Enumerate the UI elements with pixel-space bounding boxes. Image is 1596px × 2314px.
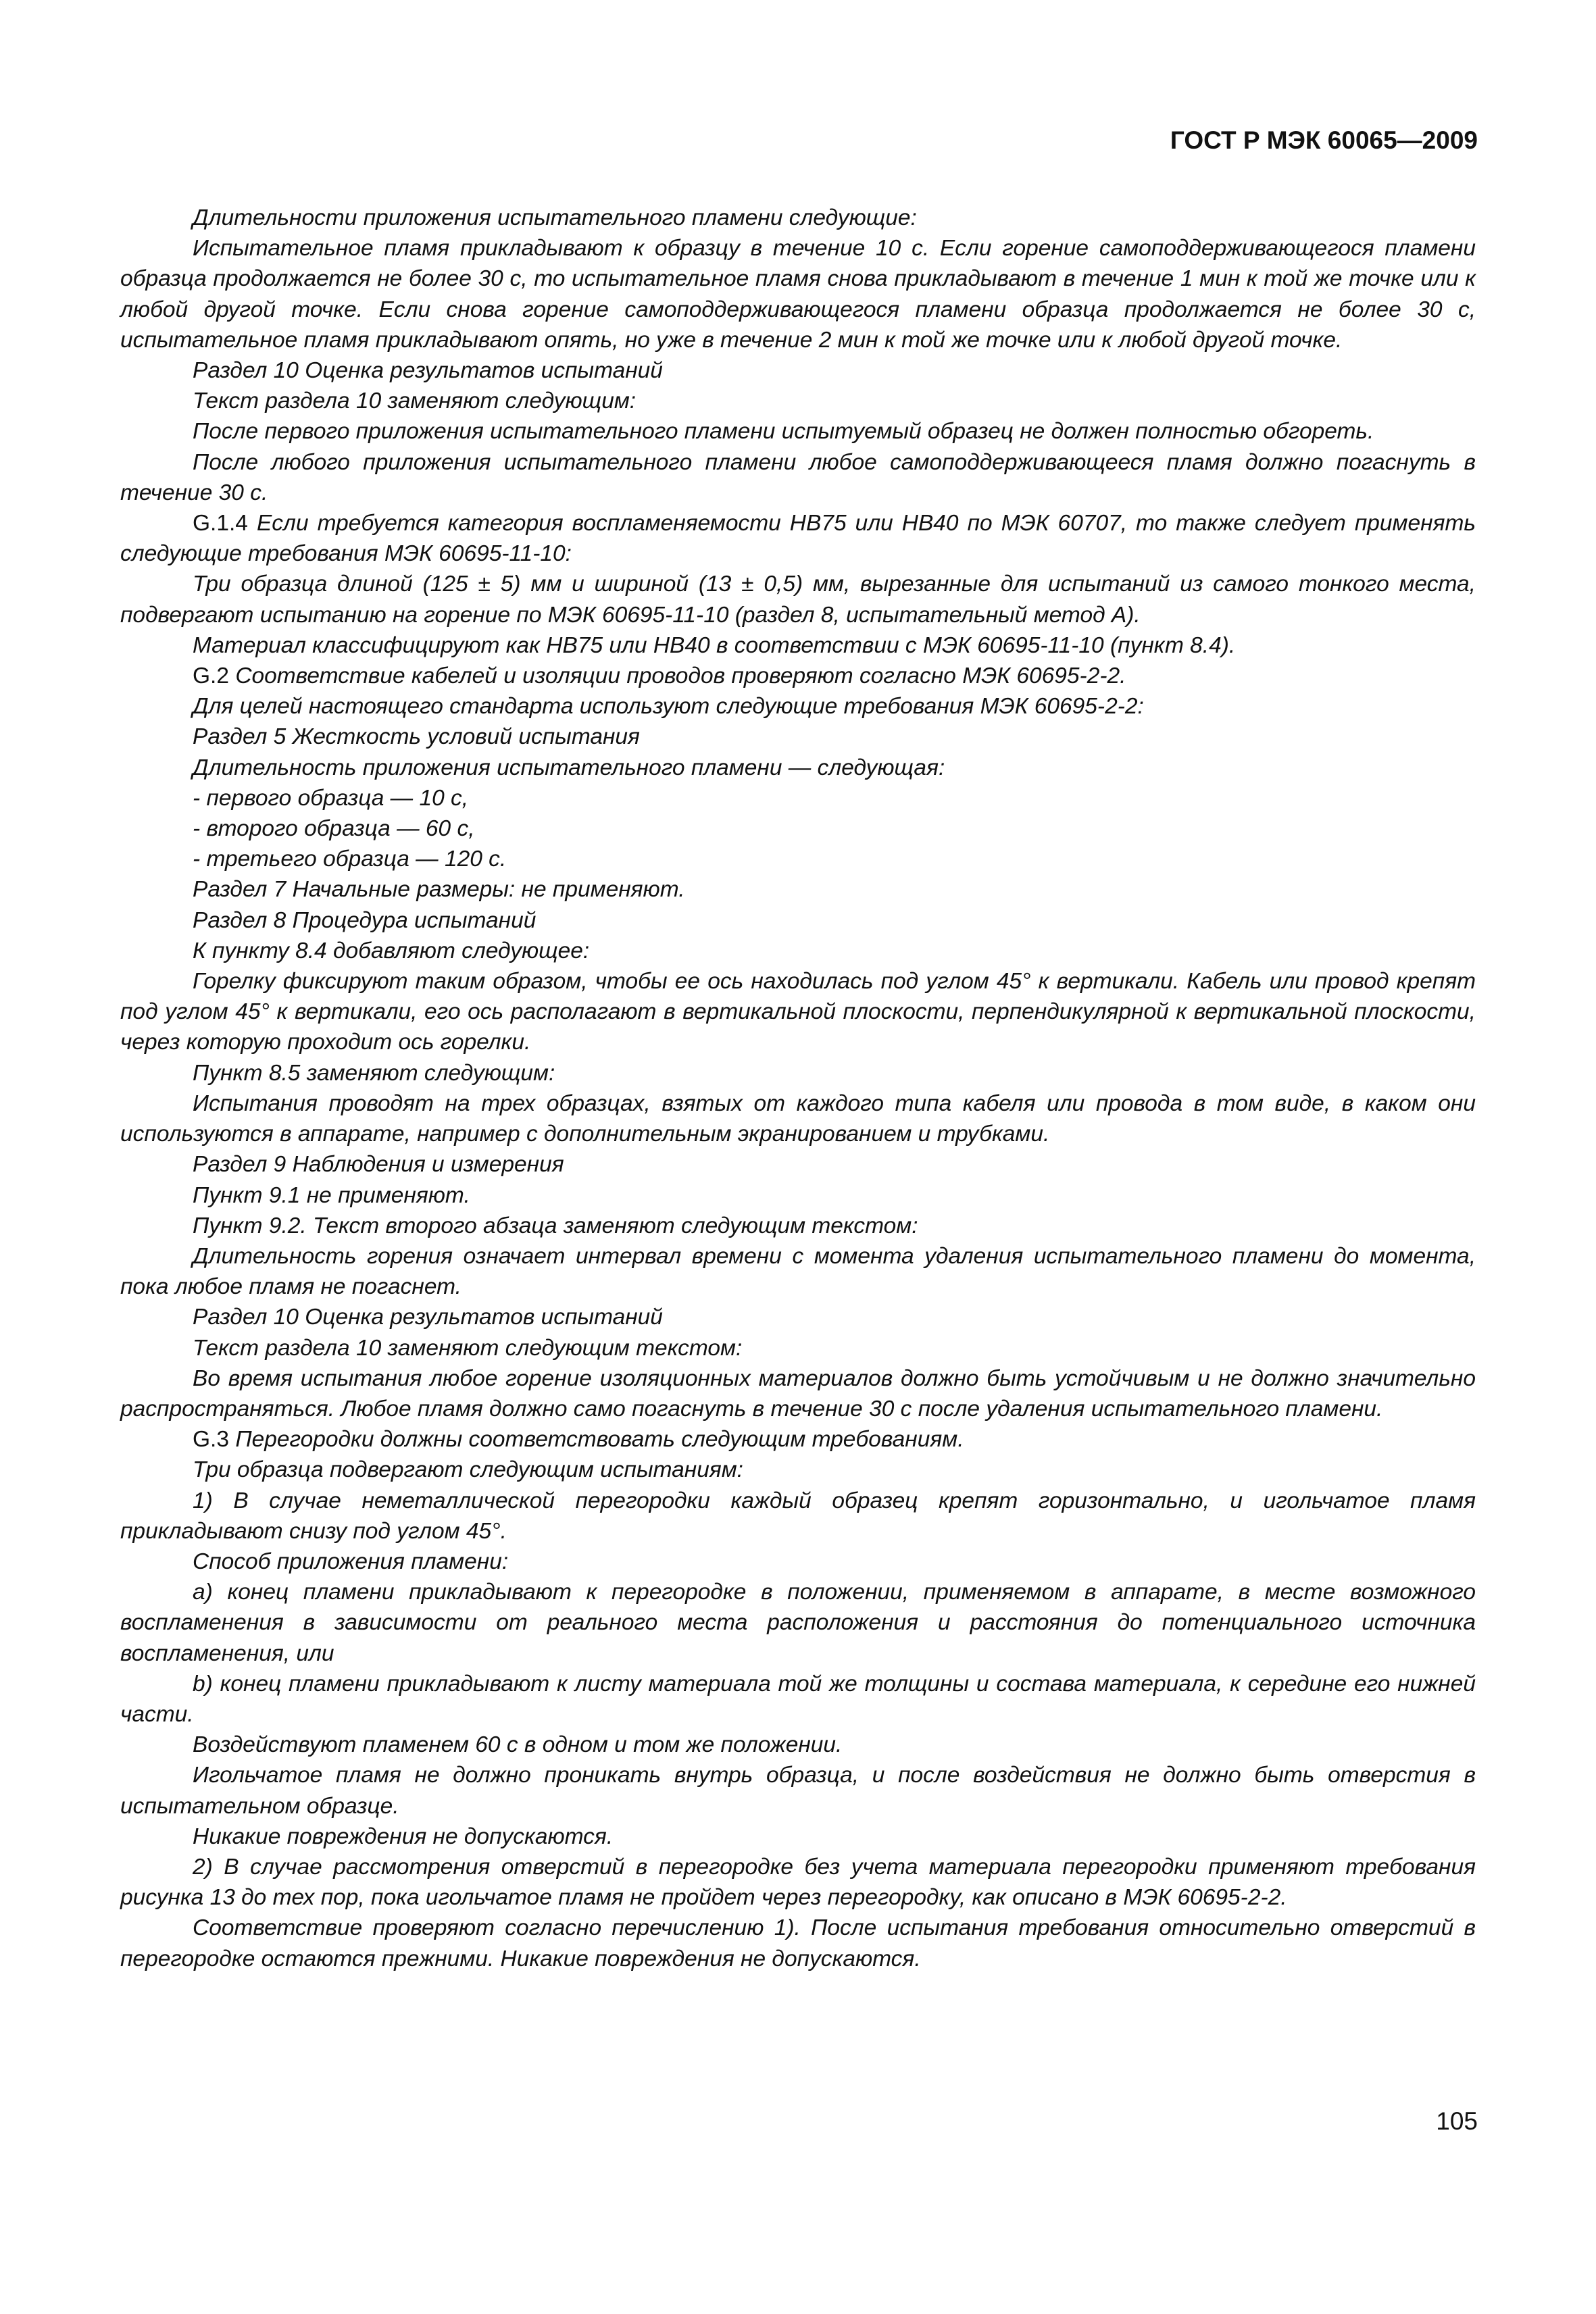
paragraph-text: Раздел 5 Жесткость условий испытания [193,724,640,750]
paragraph [120,1333,1476,1363]
paragraph [120,1088,1476,1149]
paragraph-text: 1) В случае неметаллической перегородки каждый образец крепят горизонтально, и игольчатое пламя прикладывают снизу под углом 45°. [120,1488,1476,1544]
document-header: ГОСТ Р МЭК 60065—2009 [1170,126,1478,154]
paragraph-text: Горелку фиксируют таким образом, чтобы ее ось находилась под углом 45° к вертикали. Кабель или провод крепят под углом 45° к вертикали, его ось располагают в вертикальной плоскости, перпендикулярной к вертикальной плоскости, через которую проходит ось горелки. [120,969,1476,1055]
paragraph [120,233,1476,355]
document-body [120,203,1476,1974]
paragraph [120,1913,1476,1973]
paragraph-text: Во время испытания любое горение изоляционных материалов должно быть устойчивым и не должно значительно распространяться. Любое пламя должно само погаснуть в течение 30 с после удаления испытательного пламени. [120,1365,1476,1422]
paragraph-text: Для целей настоящего стандарта используют следующие требования МЭК 60695-2-2: [193,694,1144,720]
paragraph [120,813,1476,844]
paragraph-text: Если требуется категория воспламеняемости НВ75 или НВ40 по МЭК 60707, то также следует применять следующие требования МЭК 60695-11-10: [120,511,1476,567]
paragraph-text: Перегородки должны соответствовать следующим требованиям. [235,1427,964,1453]
paragraph-text: Соответствие кабелей и изоляции проводов проверяют согласно МЭК 60695-2-2. [235,663,1126,689]
paragraph-text: Длительность горения означает интервал времени с момента удаления испытательного пламени до момента, пока любое пламя не погаснет. [120,1243,1476,1300]
paragraph [120,874,1476,905]
paragraph-text: Раздел 9 Наблюдения и измерения [193,1152,564,1178]
paragraph [120,722,1476,752]
paragraph [120,1241,1476,1302]
paragraph [120,386,1476,416]
paragraph [120,416,1476,447]
paragraph [120,966,1476,1058]
paragraph [120,783,1476,813]
paragraph [120,1577,1476,1669]
paragraph [120,661,1476,691]
paragraph-text: Текст раздела 10 заменяют следующим: [193,388,637,414]
paragraph [120,1424,1476,1455]
paragraph [120,936,1476,966]
paragraph [120,905,1476,936]
paragraph [120,630,1476,661]
paragraph [120,1058,1476,1088]
paragraph-text: Длительность приложения испытательного пламени — следующая: [193,755,945,780]
paragraph-text: Раздел 7 Начальные размеры: не применяют. [193,877,685,903]
paragraph [120,1760,1476,1821]
paragraph-text: Длительности приложения испытательного пламени следующие: [193,205,917,230]
paragraph-text: Раздел 10 Оценка результатов испытаний [193,1305,663,1330]
paragraph [120,1852,1476,1913]
paragraph-text: Материал классифицируют как НВ75 или НВ40 в соответствии с МЭК 60695-11-10 (пункт 8.4). [193,632,1236,658]
paragraph-text: - третьего образца — 120 с. [193,847,507,872]
paragraph [120,1180,1476,1211]
paragraph-text: Раздел 10 Оценка результатов испытаний [193,358,663,384]
paragraph [120,844,1476,874]
paragraph [120,508,1476,569]
paragraph-text: Способ приложения пламени: [193,1549,509,1574]
paragraph-text: Испытательное пламя прикладывают к образцу в течение 10 с. Если горение самоподдерживающегося пламени образца продолжается не более 30 с, то испытательное пламя снова прикладывают в течение 1 мин к той же точке или к любой другой точке. Если снова горение самоподдерживающегося пламени образца продолжается не более 30 с, испытательное пламя прикладывают опять, но уже в течение 2 мин к той же точке или к любой другой точке. [120,236,1476,353]
paragraph-text: Испытания проводят на трех образцах, взятых от каждого типа кабеля или провода в том виде, в каком они используются в аппарате, например с дополнительным экранированием и трубками. [120,1090,1476,1147]
paragraph [120,569,1476,630]
paragraph [120,1211,1476,1241]
paragraph-text: а) конец пламени прикладывают к перегородке в положении, применяемом в аппарате, в месте возможного воспламенения в зависимости от реального места расположения и расстояния до потенциального источника воспламенения, или [120,1580,1476,1666]
paragraph [120,355,1476,386]
paragraph-text: Пункт 9.1 не применяют. [193,1182,470,1208]
page-number: 105 [1436,2107,1478,2135]
paragraph [120,447,1476,508]
paragraph-text: Соответствие проверяют согласно перечислению 1). После испытания требования относительно отверстий в перегородке остаются прежними. Никакие повреждения не допускаются. [120,1915,1476,1971]
paragraph [120,1149,1476,1180]
paragraph-text: После первого приложения испытательного пламени испытуемый образец не должен полностью обгореть. [193,419,1374,445]
paragraph-text: Пункт 8.5 заменяют следующим: [193,1060,555,1086]
paragraph [120,1821,1476,1852]
paragraph [120,691,1476,722]
paragraph-text: b) конец пламени прикладывают к листу материала той же толщины и состава материала, к середине его нижней части. [120,1671,1476,1727]
paragraph [120,1455,1476,1485]
paragraph-text: Раздел 8 Процедура испытаний [193,907,537,933]
paragraph-text: Игольчатое пламя не должно проникать внутрь образца, и после воздействия не должно быть отверстия в испытательном образце. [120,1763,1476,1819]
paragraph [120,1730,1476,1760]
paragraph [120,1486,1476,1546]
paragraph-text: Никакие повреждения не допускаются. [193,1823,614,1849]
paragraph [120,1302,1476,1332]
paragraph-text: Три образца подвергают следующим испытаниям: [193,1457,743,1483]
paragraph-text: - первого образца — 10 с, [193,785,469,811]
paragraph-text: Текст раздела 10 заменяют следующим текстом: [193,1335,743,1361]
clause-number: G.2 [193,663,229,689]
paragraph [120,203,1476,233]
paragraph [120,1546,1476,1577]
paragraph-text: Пункт 9.2. Текст второго абзаца заменяют следующим текстом: [193,1213,918,1238]
paragraph-text: К пункту 8.4 добавляют следующее: [193,938,590,963]
paragraph-text: Воздействуют пламенем 60 с в одном и том же положении. [193,1732,843,1758]
clause-number: G.1.4 [193,511,248,536]
paragraph-text: После любого приложения испытательного пламени любое самоподдерживающееся пламя должно погаснуть в течение 30 с. [120,449,1476,505]
paragraph-text: 2) В случае рассмотрения отверстий в перегородке без учета материала перегородки применяют требования рисунка 13 до тех пор, пока игольчатое пламя не пройдет через перегородку, как описано в МЭК 60695-2-2. [120,1854,1476,1911]
paragraph [120,1363,1476,1424]
paragraph-text: Три образца длиной (125 ± 5) мм и шириной (13 ± 0,5) мм, вырезанные для испытаний из самого тонкого места, подвергают испытанию на горение по МЭК 60695-11-10 (раздел 8, испытательный метод А). [120,572,1476,628]
paragraph [120,1669,1476,1730]
clause-number: G.3 [193,1427,229,1453]
paragraph-text: - второго образца — 60 с, [193,816,475,842]
paragraph [120,753,1476,783]
